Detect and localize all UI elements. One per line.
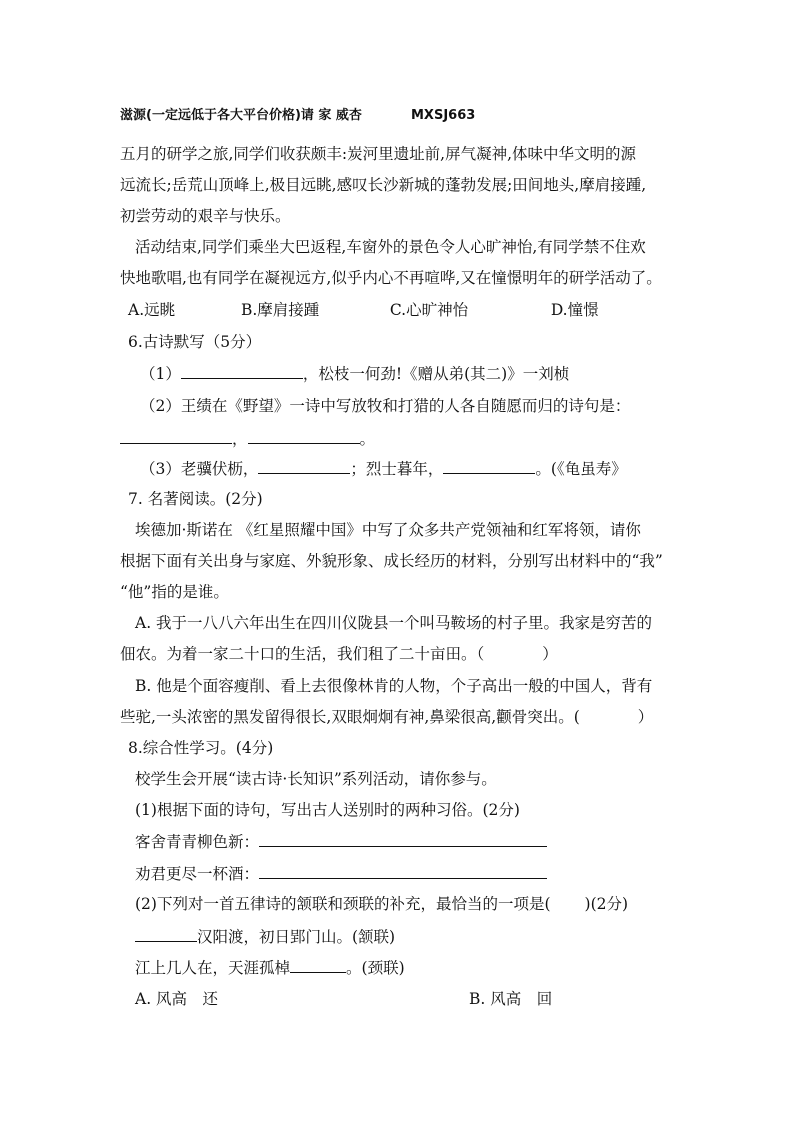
q7-b-close: ） bbox=[637, 708, 654, 726]
q7-a-line bbox=[120, 644, 558, 664]
q5-option-d: D.憧憬 bbox=[550, 301, 599, 319]
q8-sub2-end: )(2分) bbox=[584, 895, 629, 913]
q5-option-a: A.远眺 bbox=[128, 301, 176, 319]
q8-verse1-text: 汉阳渡，初日郢门山。(颔联) bbox=[197, 928, 396, 946]
q5-options bbox=[128, 300, 599, 320]
answer-blank[interactable] bbox=[181, 363, 303, 379]
q6-item1 bbox=[140, 363, 569, 384]
answer-blank[interactable] bbox=[135, 926, 197, 942]
q5-passage-line: 初尝劳动的艰辛与快乐。 bbox=[120, 207, 291, 225]
answer-blank[interactable] bbox=[248, 428, 360, 444]
q6-item3-prefix: （3）老骥伏枥， bbox=[140, 460, 259, 478]
answer-blank[interactable] bbox=[258, 458, 350, 474]
q8-line2-label: 劝君更尽一杯酒： bbox=[135, 865, 260, 883]
q7-b-line bbox=[120, 707, 653, 727]
q6-item2-end: 。 bbox=[359, 430, 376, 448]
q8-option-b: B. 风高 回 bbox=[469, 990, 553, 1008]
q8-line2 bbox=[135, 863, 547, 884]
q6-item1-prefix: （1） bbox=[140, 365, 181, 383]
q6-item2-sep: ， bbox=[232, 430, 248, 448]
q7-b-text: 些驼,一头浓密的黑发留得很长,双眼炯炯有神,鼻梁很高,颧骨突出。( bbox=[120, 708, 580, 726]
q6-item3 bbox=[140, 458, 627, 479]
q8-option-a: A. 风高 还 bbox=[135, 990, 219, 1008]
answer-blank[interactable] bbox=[443, 458, 535, 474]
answer-blank[interactable] bbox=[259, 831, 547, 847]
q5-option-c: C.心旷神怡 bbox=[389, 301, 469, 319]
answer-blank[interactable] bbox=[120, 428, 232, 444]
q6-item2: （2）王绩在《野望》一诗中写放牧和打猎的人各自随愿而归的诗句是： bbox=[140, 397, 631, 415]
q8-verse2-prefix: 江上几人在，天涯孤棹 bbox=[135, 959, 291, 977]
header-watermark: 滋源(一定远低于各大平台价格)请 家 威杏 bbox=[120, 108, 362, 123]
q6-item3-mid: ；烈士暮年， bbox=[350, 460, 444, 478]
answer-blank[interactable] bbox=[290, 957, 346, 973]
q8-verse2 bbox=[135, 957, 405, 978]
q8-line1-label: 客舍青青柳色新： bbox=[135, 833, 260, 851]
q8-line1 bbox=[135, 831, 547, 852]
page-header bbox=[120, 106, 475, 126]
q8-sub2-text: (2)下列对一首五律诗的颔联和颈联的补充，最恰当的一项是( bbox=[135, 895, 551, 913]
q8-sub1: (1)根据下面的诗句，写出古人送别时的两种习俗。(2分) bbox=[135, 801, 520, 819]
q8-verse2-end: 。(颈联) bbox=[346, 959, 405, 977]
answer-blank[interactable] bbox=[259, 863, 547, 879]
q6-item2-answers bbox=[120, 428, 375, 449]
q6-item3-end: 。(《龟虽寿》 bbox=[535, 460, 627, 478]
q8-intro: 校学生会开展“读古诗·长知识”系列活动，请你参与。 bbox=[135, 770, 497, 788]
q5-passage-line: 活动结束,同学们乘坐大巴返程,车窗外的景色令人心旷神怡,有同学禁不住欢 bbox=[135, 238, 646, 256]
q6-item1-text: ，松枝一何劲!《赠从弟(其二)》一刘桢 bbox=[302, 365, 570, 383]
q5-passage-line: 五月的研学之旅,同学们收获颇丰:炭河里遗址前,屏气凝神,体味中华文明的源 bbox=[120, 145, 637, 163]
q8-sub2 bbox=[135, 894, 628, 914]
q7-title: 7. 名著阅读。(2分) bbox=[128, 490, 263, 508]
q7-a-line: A. 我于一八八六年出生在四川仪陇县一个叫马鞍场的村子里。我家是穷苦的 bbox=[135, 614, 653, 632]
q7-intro-line: “他”指的是谁。 bbox=[120, 583, 229, 601]
q5-passage-line: 远流长;岳荒山顶峰上,极目远眺,感叹长沙新城的蓬勃发展;田间地头,摩肩接踵, bbox=[120, 176, 647, 194]
q7-intro-line: 根据下面有关出身与家庭、外貌形象、成长经历的材料，分别写出材料中的“我” bbox=[120, 552, 663, 570]
q7-intro-line: 埃德加·斯诺在 《红星照耀中国》中写了众多共产党领袖和红军将领，请你 bbox=[135, 521, 641, 539]
q7-a-close: ） bbox=[542, 645, 558, 663]
q8-verse1 bbox=[135, 926, 395, 947]
q5-passage-line: 快地歌唱,也有同学在凝视远方,似乎内心不再喧哗,又在憧憬明年的研学活动了。 bbox=[120, 269, 662, 287]
q5-option-b: B.摩肩接踵 bbox=[240, 301, 320, 319]
header-code: MXSJ663 bbox=[411, 108, 476, 123]
q7-b-line: B. 他是个面容瘦削、看上去很像林肯的人物，个子高出一般的中国人，背有 bbox=[135, 677, 653, 695]
q8-title: 8.综合性学习。(4分) bbox=[128, 739, 274, 757]
q6-title: 6.古诗默写（5分） bbox=[128, 333, 262, 351]
q7-a-text: 佃农。为着一家二十口的生活，我们租了二十亩田。（ bbox=[120, 645, 485, 663]
